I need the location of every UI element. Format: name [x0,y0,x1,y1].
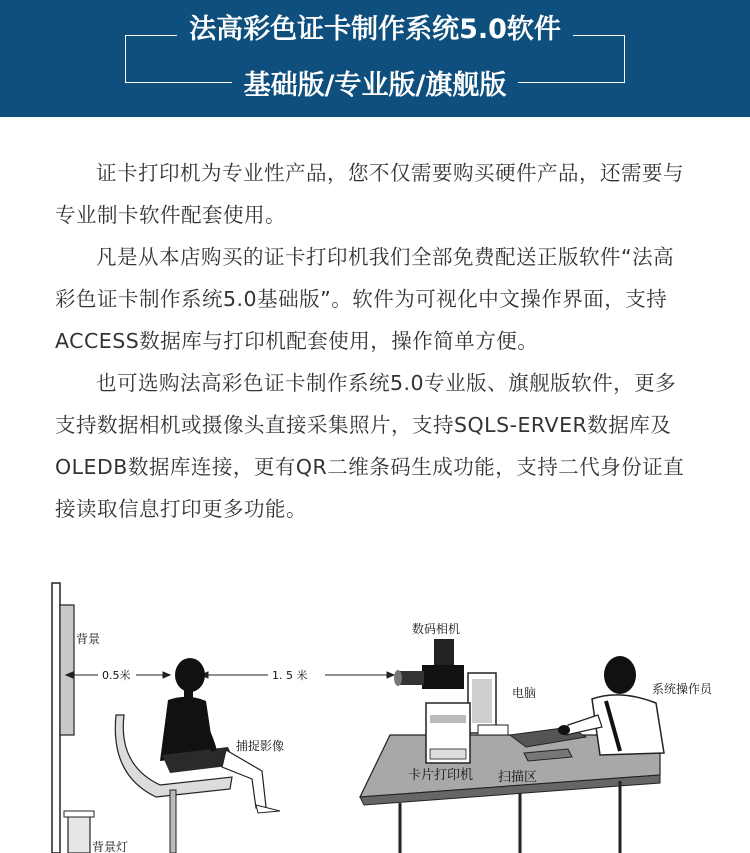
label-distance-2: 1. 5 米 [272,669,308,682]
label-background: 背景 [76,632,101,646]
card-printer-icon [426,703,470,763]
setup-illustration [0,575,750,853]
header-banner [0,0,750,117]
background-light [64,811,94,853]
paragraph-1: 证卡打印机为专业性产品，您不仅需要购买硬件产品，还需要与专业制卡软件配套使用。 [55,161,684,227]
label-camera: 数码相机 [412,622,461,636]
page-subtitle: 基础版/专业版/旗舰版 [0,64,750,108]
seated-person [115,658,280,853]
label-computer: 电脑 [512,686,537,700]
page-title: 法高彩色证卡制作系统5.0软件 [0,8,750,52]
paragraph-3: 也可选购法高彩色证卡制作系统5.0专业版、旗舰版软件，更多支持数据相机或摄像头直接采集照片，支持SQLS-ERVER数据库及OLEDB数据库连接，更有QR二维条码生成功能，支持二代身份证直接读取信息打印更多功能。 [55,371,685,521]
paragraph-2: 凡是从本店购买的证卡打印机我们全部免费配送正版软件“法高彩色证卡制作系统5.0基础版”。软件为可视化中文操作界面，支持ACCESS数据库与打印机配套使用，操作简单方便。 [55,245,675,353]
camera-icon [394,639,464,689]
description-text [55,152,695,530]
label-card-printer: 卡片打印机 [408,768,474,783]
label-background-light: 背景灯 [92,840,129,853]
label-capture: 捕捉影像 [236,739,285,753]
label-scan-area: 扫描区 [498,770,538,785]
label-distance-1: 0.5米 [102,669,131,682]
label-operator: 系统操作员 [652,682,713,696]
